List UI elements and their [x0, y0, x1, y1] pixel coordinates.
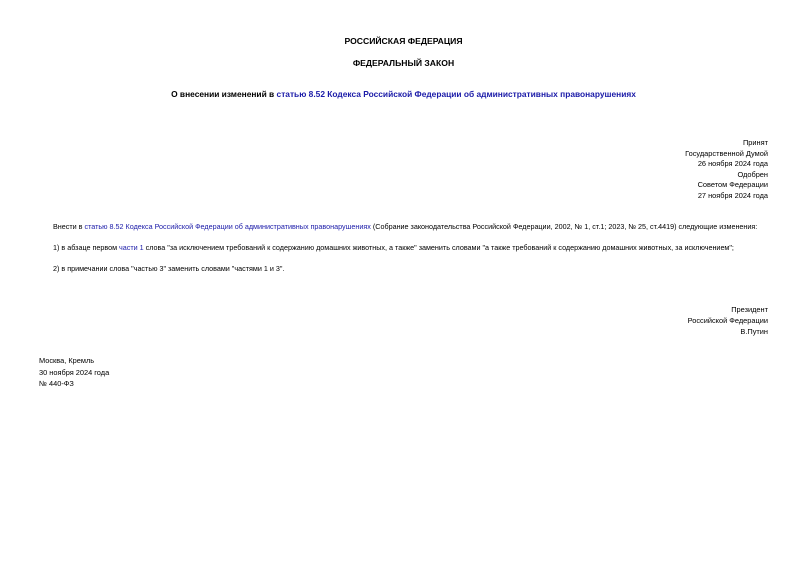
doc-type-heading: ФЕДЕРАЛЬНЫЙ ЗАКОН — [352, 58, 455, 68]
item-1-suffix: слова "за исключением требований к содержанию домашних животных, а также" заменить словами "а также требований к содержанию домашних животных, за исключением"; — [143, 243, 734, 252]
adoption-line: Одобрен — [737, 169, 768, 179]
signature-line: Российской Федерации — [687, 315, 768, 325]
item-1-paragraph — [53, 243, 734, 252]
signature-line: Президент — [731, 305, 768, 314]
adoption-line: 26 ноября 2024 года — [697, 159, 768, 169]
place-date-block — [39, 355, 109, 390]
item-2-paragraph: 2) в примечании слова "частью 3" заменить словами "частями 1 и 3". — [53, 264, 285, 273]
signature-block — [688, 305, 768, 337]
adoption-line: Принят — [742, 138, 768, 147]
intro-article-link[interactable]: статью 8.52 Кодекса Российской Федерации об административных правонарушениях — [84, 222, 371, 231]
item-1-part-link[interactable]: части 1 — [119, 243, 144, 252]
signature-line: В.Путин — [740, 326, 768, 336]
intro-suffix: (Собрание законодательства Российской Федерации, 2002, № 1, ст.1; 2023, № 25, ст.4419) следующие изменения: — [370, 222, 758, 231]
law-title-prefix: О внесении изменений в — [171, 89, 277, 99]
law-title-link[interactable]: статью 8.52 Кодекса Российской Федерации об административных правонарушениях — [276, 89, 636, 99]
intro-paragraph — [53, 222, 757, 231]
country-heading: РОССИЙСКАЯ ФЕДЕРАЦИЯ — [344, 36, 463, 46]
law-title — [0, 89, 807, 99]
intro-prefix: Внести в — [53, 222, 85, 231]
date-line: 30 ноября 2024 года — [39, 367, 110, 377]
item-1-prefix: 1) в абзаце первом — [53, 243, 120, 252]
law-number-line: № 440-ФЗ — [39, 379, 74, 389]
adoption-line: 27 ноября 2024 года — [697, 190, 768, 200]
adoption-block — [685, 138, 768, 202]
adoption-line: Государственной Думой — [685, 148, 768, 158]
place-line: Москва, Кремль — [39, 356, 95, 365]
adoption-line: Советом Федерации — [697, 180, 768, 190]
